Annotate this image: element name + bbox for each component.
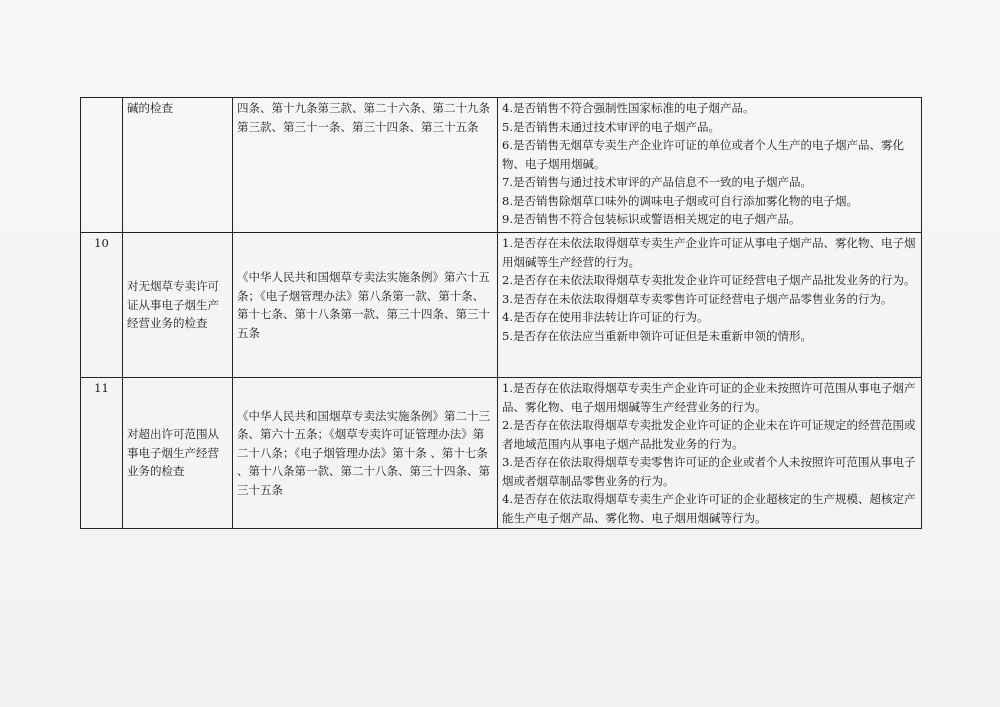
content-line: 4.是否存在依法取得烟草专卖生产企业许可证的企业超核定的生产规模、超核定产能生产电子烟产品、雾化物、电子烟用烟碱等行为。 bbox=[502, 492, 916, 525]
content-line: 8.是否销售除烟草口味外的调味电子烟或可自行添加雾化物的电子烟。 bbox=[502, 193, 858, 208]
content-line: 4.是否存在使用非法转让许可证的行为。 bbox=[502, 310, 709, 324]
table-row bbox=[81, 98, 922, 233]
content-line: 5.是否存在依法应当重新申领许可证但是未重新申领的情形。 bbox=[502, 328, 812, 343]
inspection-item: 对超出许可范围从事电子烟生产经营业务的检查 bbox=[123, 378, 233, 529]
legal-basis: 《中华人民共和国烟草专卖法实施条例》第二十三条、第六十五条；《烟草专卖许可证管理办法》第二十八条；《电子烟管理办法》第十条 、第十七条 、第十八条第一款、第二十八条、第三十四条、第三十五条 bbox=[233, 378, 498, 529]
content-line: 2.是否存在依法取得烟草专卖批发企业许可证的企业未在许可证规定的经营范围或者地域范围内从事电子烟产品批发业务的行为。 bbox=[502, 418, 916, 451]
content-line: 7.是否销售与通过技术审评的产品信息不一致的电子烟产品。 bbox=[502, 175, 812, 189]
table-row bbox=[81, 378, 922, 529]
row-number bbox=[81, 98, 123, 233]
content-line: 5.是否销售未通过技术审评的电子烟产品。 bbox=[502, 119, 720, 134]
legal-basis: 《中华人民共和国烟草专卖法实施条例》第六十五条；《电子烟管理办法》第八条第一款、第十条、第十七条、第十八条第一款、第三十四条、第三十五条 bbox=[233, 233, 498, 378]
content-line: 9.是否销售不符合包装标识或警语相关规定的电子烟产品。 bbox=[502, 212, 801, 226]
table-row bbox=[81, 233, 922, 378]
content-line: 3.是否存在依法取得烟草专卖零售许可证的企业或者个人未按照许可范围从事电子烟或者烟草制品零售业务的行为。 bbox=[502, 455, 916, 488]
table-body bbox=[81, 98, 922, 529]
inspection-table bbox=[80, 97, 922, 529]
inspection-content bbox=[498, 233, 922, 378]
content-line: 3.是否存在未依法取得烟草专卖零售许可证经营电子烟产品零售业务的行为。 bbox=[502, 291, 893, 306]
inspection-content bbox=[498, 98, 922, 233]
content-line: 4.是否销售不符合强制性国家标准的电子烟产品。 bbox=[502, 101, 755, 115]
inspection-item: 碱的检查 bbox=[123, 98, 233, 233]
row-number: 10 bbox=[81, 233, 123, 378]
legal-basis: 四条、第十九条第三款、第二十六条、第二十九条第三款、第三十一条、第三十四条、第三十五条 bbox=[233, 98, 498, 233]
inspection-content bbox=[498, 378, 922, 529]
content-line: 2.是否存在未依法取得烟草专卖批发企业许可证经营电子烟产品批发业务的行为。 bbox=[502, 273, 916, 287]
inspection-item: 对无烟草专卖许可证从事电子烟生产经营业务的检查 bbox=[123, 233, 233, 378]
content-line: 6.是否销售无烟草专卖生产企业许可证的单位或者个人生产的电子烟产品、雾化物、电子烟用烟碱。 bbox=[502, 138, 904, 171]
row-number: 11 bbox=[81, 378, 123, 529]
content-line: 1.是否存在依法取得烟草专卖生产企业许可证的企业未按照许可范围从事电子烟产品、雾化物、电子烟用烟碱等生产经营业务的行为。 bbox=[502, 381, 916, 414]
content-line: 1.是否存在未依法取得烟草专卖生产企业许可证从事电子烟产品、雾化物、电子烟用烟碱等生产经营的行为。 bbox=[502, 236, 916, 269]
